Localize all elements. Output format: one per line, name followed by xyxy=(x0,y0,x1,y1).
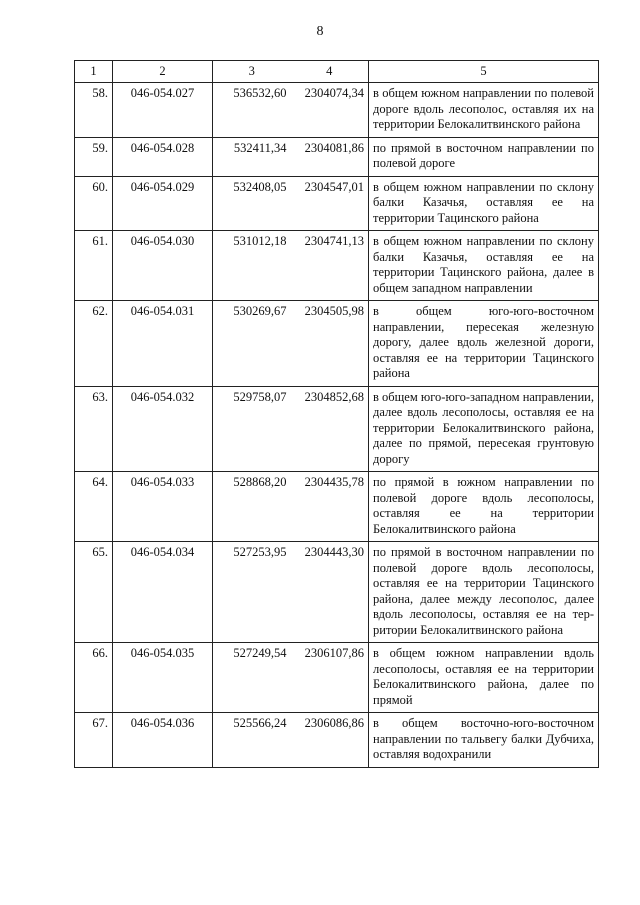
boundary-description: в общем южном направлении по склону балки Казачья, оставляя ее на территории Тацинского района, далее в общем западном направлении xyxy=(369,231,599,301)
point-code: 046-054.027 xyxy=(113,83,213,138)
row-number: 59. xyxy=(75,137,113,176)
point-code: 046-054.030 xyxy=(113,231,213,301)
boundary-description: в общем южном направлении вдоль лесополосы, оставляя ее на территории Белокалитвинского района, далее по прямой xyxy=(369,643,599,713)
row-number: 60. xyxy=(75,176,113,231)
table-row xyxy=(75,386,599,472)
point-code: 046-054.035 xyxy=(113,643,213,713)
row-number: 63. xyxy=(75,386,113,472)
coordinate-y: 2304741,13 xyxy=(291,231,369,301)
header-col-5: 5 xyxy=(369,61,599,83)
coordinate-x: 530269,67 xyxy=(213,301,291,387)
coordinate-y: 2306086,86 xyxy=(291,713,369,768)
coordinate-x: 527253,95 xyxy=(213,542,291,643)
header-col-1: 1 xyxy=(75,61,113,83)
boundary-description: в общем восточно-юго-восточном направлении по тальвегу балки Дубчиха, оставляя водохранили xyxy=(369,713,599,768)
coordinate-y: 2304074,34 xyxy=(291,83,369,138)
page-number: 8 xyxy=(316,24,324,39)
table-row xyxy=(75,472,599,542)
row-number: 66. xyxy=(75,643,113,713)
coordinate-x: 536532,60 xyxy=(213,83,291,138)
point-code: 046-054.028 xyxy=(113,137,213,176)
row-number: 67. xyxy=(75,713,113,768)
table-row xyxy=(75,176,599,231)
coordinate-y: 2304505,98 xyxy=(291,301,369,387)
coordinate-y: 2304435,78 xyxy=(291,472,369,542)
point-code: 046-054.029 xyxy=(113,176,213,231)
table-row xyxy=(75,643,599,713)
boundary-description: по прямой в восточном направлении по полевой дороге xyxy=(369,137,599,176)
table-row xyxy=(75,713,599,768)
boundary-description: по прямой в южном направлении по полевой дороге вдоль лесополосы, оставляя ее на территории Белокалитвинского района xyxy=(369,472,599,542)
boundary-description: в общем южном направлении по полевой дороге вдоль лесополос, оставляя их на территории Белокалитвинского района xyxy=(369,83,599,138)
table-row xyxy=(75,542,599,643)
header-col-2: 2 xyxy=(113,61,213,83)
coordinate-x: 532411,34 xyxy=(213,137,291,176)
coordinate-y: 2304443,30 xyxy=(291,542,369,643)
header-col-3: 3 xyxy=(213,61,291,83)
row-number: 62. xyxy=(75,301,113,387)
boundary-points-table xyxy=(74,60,599,768)
boundary-description: в общем юго-юго-западном направлении, далее вдоль лесополосы, оставляя ее на территории Белокалитвинского района, далее по прямой, пересекая грунтовую дорогу xyxy=(369,386,599,472)
coordinate-y: 2304547,01 xyxy=(291,176,369,231)
table-row xyxy=(75,83,599,138)
coordinate-y: 2304852,68 xyxy=(291,386,369,472)
point-code: 046-054.036 xyxy=(113,713,213,768)
coordinate-y: 2306107,86 xyxy=(291,643,369,713)
point-code: 046-054.032 xyxy=(113,386,213,472)
row-number: 61. xyxy=(75,231,113,301)
coordinate-x: 531012,18 xyxy=(213,231,291,301)
coordinate-y: 2304081,86 xyxy=(291,137,369,176)
coordinate-x: 528868,20 xyxy=(213,472,291,542)
table-row xyxy=(75,301,599,387)
table-row xyxy=(75,137,599,176)
boundary-description: по прямой в восточном направлении по полевой дороге вдоль лесополосы, оставляя ее на территории Тацинского района, далее между лесополос, далее вдоль лесополосы, оставляя ее на территории Белокалитвинского района xyxy=(369,542,599,643)
header-col-4: 4 xyxy=(291,61,369,83)
point-code: 046-054.031 xyxy=(113,301,213,387)
row-number: 65. xyxy=(75,542,113,643)
row-number: 58. xyxy=(75,83,113,138)
table-row xyxy=(75,231,599,301)
boundary-description: в общем южном направлении по склону балки Казачья, оставляя ее на территории Тацинского района xyxy=(369,176,599,231)
table-header-row xyxy=(75,61,599,83)
row-number: 64. xyxy=(75,472,113,542)
point-code: 046-054.034 xyxy=(113,542,213,643)
coordinate-x: 527249,54 xyxy=(213,643,291,713)
point-code: 046-054.033 xyxy=(113,472,213,542)
coordinate-x: 525566,24 xyxy=(213,713,291,768)
boundary-description: в общем юго-юго-восточном направлении, пересекая железную дорогу, далее вдоль железной дороги, оставляя ее на территории Тацинского района xyxy=(369,301,599,387)
coordinate-x: 529758,07 xyxy=(213,386,291,472)
coordinate-x: 532408,05 xyxy=(213,176,291,231)
